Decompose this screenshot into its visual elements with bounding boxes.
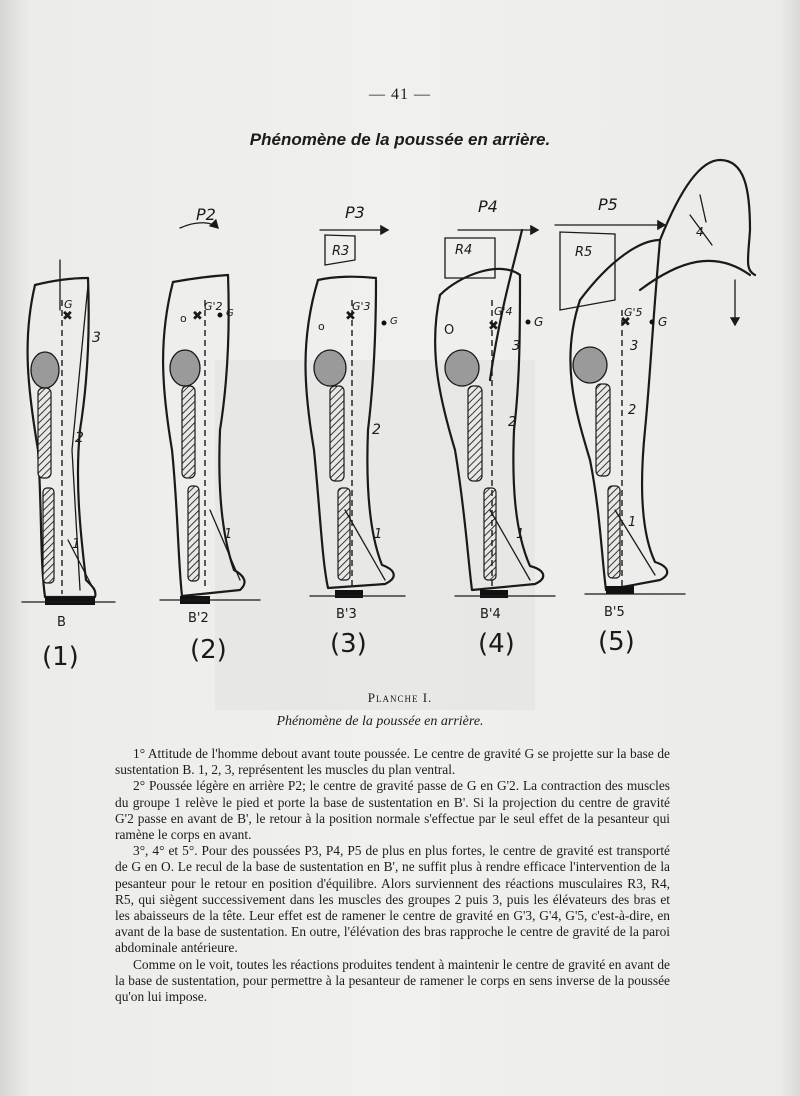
svg-text:o: o bbox=[318, 320, 325, 333]
svg-text:G: G bbox=[64, 298, 73, 311]
body-text bbox=[115, 746, 670, 1005]
svg-text:G'2: G'2 bbox=[204, 300, 223, 313]
svg-text:3: 3 bbox=[512, 339, 521, 354]
stance-5 bbox=[555, 160, 755, 657]
paragraph-2: 2° Poussée légère en arrière P2; le centre de gravité passe de G en G'2. La contraction des muscles du groupe 1 relève le pied et porte la base de sustentation en B'. Si la projection du centre de gravité G'2 passe en avant de B', le retour à la position normale s'effectue par le seul effet de la pesanteur qui ramène le corps en avant. bbox=[115, 778, 670, 843]
stance-5-base: B'5 bbox=[604, 605, 625, 620]
svg-text:✖: ✖ bbox=[345, 309, 356, 324]
svg-text:✖: ✖ bbox=[192, 309, 203, 324]
paragraph-1: 1° Attitude de l'homme debout avant toute poussée. Le centre de gravité G se projette sur la base de sustentation B. 1, 2, 3, représentent les muscles du plan ventral. bbox=[115, 746, 670, 778]
plate-figure bbox=[0, 150, 800, 690]
paragraph-4: Comme on le voit, toutes les réactions produites tendent à maintenir le centre de gravité en avant de la base de sustentation, pour permettre à la pesanteur de ramener le corps en sens inverse de la poussée qu'on lui impose. bbox=[115, 956, 670, 1005]
svg-text:3: 3 bbox=[630, 339, 639, 354]
stance-4-number: (4) bbox=[478, 629, 515, 659]
svg-text:G'5: G'5 bbox=[624, 306, 643, 319]
stance-2-label-p: P2 bbox=[196, 205, 216, 224]
svg-text:G'4: G'4 bbox=[494, 305, 513, 318]
svg-text:✖: ✖ bbox=[488, 319, 499, 334]
svg-text:1: 1 bbox=[374, 527, 383, 542]
stance-5-label-p: P5 bbox=[598, 195, 618, 214]
svg-text:4: 4 bbox=[696, 225, 704, 239]
stance-4-label-p: P4 bbox=[478, 197, 498, 216]
svg-text:O: O bbox=[444, 323, 455, 338]
svg-text:R3: R3 bbox=[332, 244, 350, 259]
svg-text:R5: R5 bbox=[575, 245, 593, 260]
svg-text:G'3: G'3 bbox=[352, 300, 371, 313]
svg-text:1: 1 bbox=[628, 515, 637, 530]
stance-1-base: B bbox=[57, 615, 66, 630]
plate-subtitle: Phénomène de la poussée en arrière. bbox=[276, 714, 484, 729]
svg-text:1: 1 bbox=[224, 527, 233, 542]
stance-3-label-p: P3 bbox=[345, 203, 365, 222]
paragraph-3: 3°, 4° et 5°. Pour des poussées P3, P4, P5 de plus en plus fortes, le centre de gravité est transporté de G en O. Le recul de la base de sustentation en B', ne suffit plus à rendre efficace l'intervention de la pesanteur pour le retour en position d'équilibre. Alors surviennent des réactions musculaires R3, R4, R5, qui siègent successivement dans les muscles des groupes 2 puis 3, puis les élévateurs des bras et les abaisseurs de la tête. Leur effet est de ramener le centre de gravité en G'3, G'4, G'5, c'est-à-dire, en avant de la base de sustentation. En outre, l'élévation des bras rapproche le centre de gravité de la paroi abdominale antérieure. bbox=[115, 843, 670, 956]
svg-text:1: 1 bbox=[516, 527, 525, 542]
svg-text:2: 2 bbox=[508, 415, 517, 430]
plate-caption: Planche I. bbox=[367, 690, 433, 705]
stance-4 bbox=[435, 197, 555, 659]
svg-text:✖: ✖ bbox=[620, 315, 631, 330]
page-title: Phénomène de la poussée en arrière. bbox=[249, 130, 551, 149]
stance-3-number: (3) bbox=[330, 629, 367, 659]
stance-4-base: B'4 bbox=[480, 607, 501, 622]
svg-text:G: G bbox=[658, 315, 668, 329]
svg-text:R4: R4 bbox=[455, 243, 473, 258]
stance-1 bbox=[22, 260, 115, 672]
svg-text:2: 2 bbox=[628, 403, 637, 418]
stance-1-number: (1) bbox=[42, 642, 79, 672]
svg-text:3: 3 bbox=[92, 330, 101, 346]
stance-2-base: B'2 bbox=[188, 611, 209, 626]
stance-3-base: B'3 bbox=[336, 607, 357, 622]
svg-text:G: G bbox=[390, 316, 398, 327]
svg-text:G: G bbox=[226, 308, 234, 319]
stance-5-number: (5) bbox=[598, 627, 635, 657]
svg-text:2: 2 bbox=[75, 430, 84, 446]
svg-text:✖: ✖ bbox=[62, 309, 73, 324]
stance-3 bbox=[306, 203, 406, 659]
svg-text:1: 1 bbox=[72, 537, 81, 552]
stance-2 bbox=[160, 205, 260, 665]
svg-text:G: G bbox=[534, 315, 544, 329]
stance-2-number: (2) bbox=[190, 635, 227, 665]
svg-text:o: o bbox=[180, 312, 187, 325]
svg-text:2: 2 bbox=[372, 422, 381, 438]
page-number: — 41 — bbox=[369, 86, 431, 103]
